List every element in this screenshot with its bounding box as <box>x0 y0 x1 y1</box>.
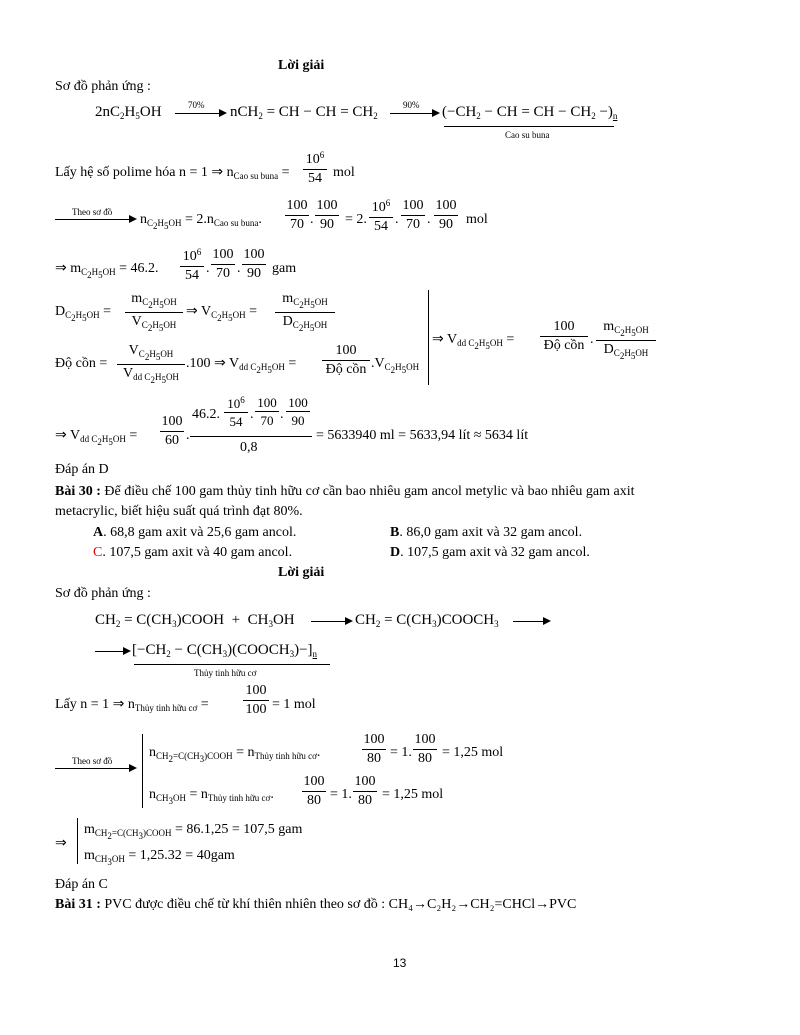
page-number: 13 <box>393 956 407 970</box>
solution-heading: Lời giải <box>278 58 325 73</box>
bai30-question: Bài 30 : Để điều chế 100 gam thủy tinh hữu cơ cần bao nhiêu gam ancol metylic và bao nhiêu gam axit <box>55 484 635 499</box>
solution-heading-2: Lời giải <box>278 565 325 580</box>
option-a[interactable]: A. 68,8 gam axit và 25,6 gam ancol. <box>93 525 297 540</box>
bai31-question: Bài 31 : PVC được điều chế từ khí thiên nhiên theo sơ đồ : CH₄→C₂H₂→CH₂=CHCl→PVC <box>55 897 577 912</box>
option-d[interactable]: D. 107,5 gam axit và 32 gam ancol. <box>390 545 590 560</box>
scheme-label-2: Sơ đồ phản ứng : <box>55 586 151 601</box>
scheme-label: Sơ đồ phản ứng : <box>55 79 151 94</box>
bai30-question-cont: metacrylic, biết hiệu suất quá trình đạt 80%. <box>55 504 303 519</box>
answer-1: Đáp án D <box>55 462 109 477</box>
option-b[interactable]: B. 86,0 gam axit và 32 gam ancol. <box>390 525 583 540</box>
answer-2: Đáp án C <box>55 877 108 892</box>
option-c[interactable]: C. 107,5 gam axit và 40 gam ancol. <box>93 545 293 560</box>
